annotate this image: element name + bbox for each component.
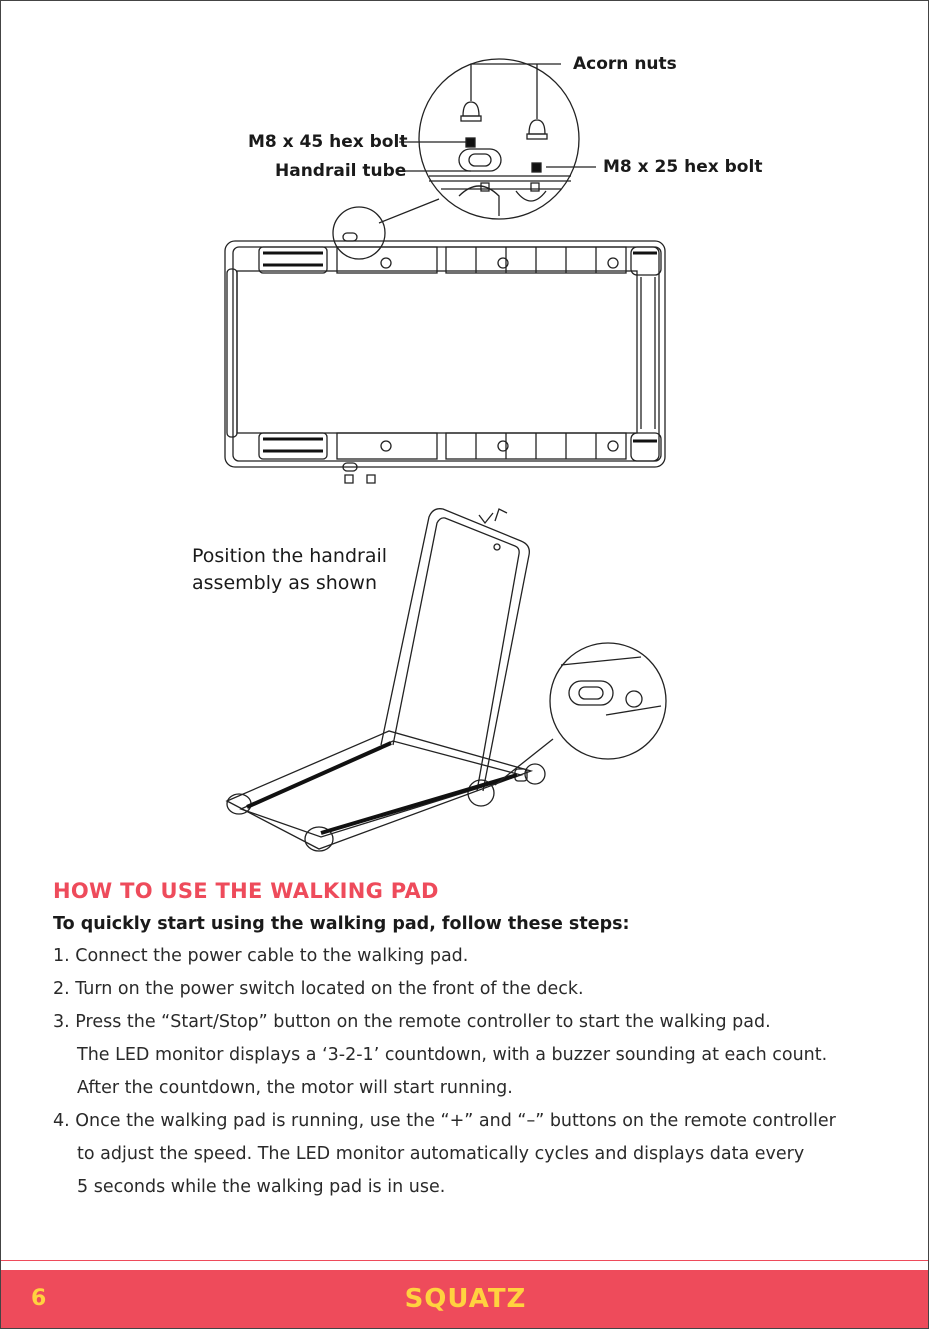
step-line: 1. Connect the power cable to the walking pad. bbox=[53, 946, 469, 966]
acorn-nut-icon bbox=[461, 102, 547, 139]
section-heading: HOW TO USE THE WALKING PAD bbox=[53, 879, 439, 903]
m8x45-bolt-icon bbox=[466, 138, 475, 147]
step-item bbox=[53, 973, 903, 1006]
page-number: 6 bbox=[31, 1286, 47, 1311]
caption-line-1: Position the handrail bbox=[192, 545, 388, 567]
acorn-nuts-label: Acorn nuts bbox=[573, 54, 677, 74]
footer-divider bbox=[1, 1260, 929, 1261]
caption-line-2: assembly as shown bbox=[192, 572, 377, 594]
step-item bbox=[53, 940, 903, 973]
step-item bbox=[53, 1105, 903, 1204]
zoom-detail-right bbox=[495, 643, 666, 785]
step-line: to adjust the speed. The LED monitor automatically cycles and displays data every bbox=[77, 1144, 805, 1164]
step-line: The LED monitor displays a ‘3-2-1’ countdown, with a buzzer sounding at each count. bbox=[77, 1045, 828, 1065]
step-line: 4. Once the walking pad is running, use the “+” and “–” buttons on the remote controller bbox=[53, 1111, 836, 1131]
page-footer bbox=[1, 1270, 929, 1329]
step-line: 2. Turn on the power switch located on the front of the deck. bbox=[53, 979, 584, 999]
step-line: 5 seconds while the walking pad is in use. bbox=[77, 1177, 446, 1197]
instructions-section bbox=[53, 879, 903, 1204]
step-line: 3. Press the “Start/Stop” button on the remote controller to start the walking pad. bbox=[53, 1012, 771, 1032]
steps-list bbox=[53, 940, 903, 1204]
assembly-diagram bbox=[1, 1, 929, 871]
brand-logo: SQUATZ bbox=[404, 1284, 527, 1314]
m8x45-label: M8 x 45 hex bolt bbox=[248, 132, 408, 152]
deck-top-view bbox=[225, 233, 665, 483]
handrail-assembly bbox=[381, 509, 529, 791]
handrail-caption bbox=[192, 543, 387, 597]
zoom-detail-top bbox=[419, 59, 579, 219]
m8x25-bolt-icon bbox=[532, 163, 541, 172]
step-line: After the countdown, the motor will start running. bbox=[77, 1078, 513, 1098]
handrail-tube-label: Handrail tube bbox=[275, 161, 407, 181]
step-item bbox=[53, 1006, 903, 1105]
walking-pad-perspective bbox=[227, 731, 545, 851]
m8x25-label: M8 x 25 hex bolt bbox=[603, 157, 763, 177]
section-intro: To quickly start using the walking pad, follow these steps: bbox=[53, 914, 630, 934]
